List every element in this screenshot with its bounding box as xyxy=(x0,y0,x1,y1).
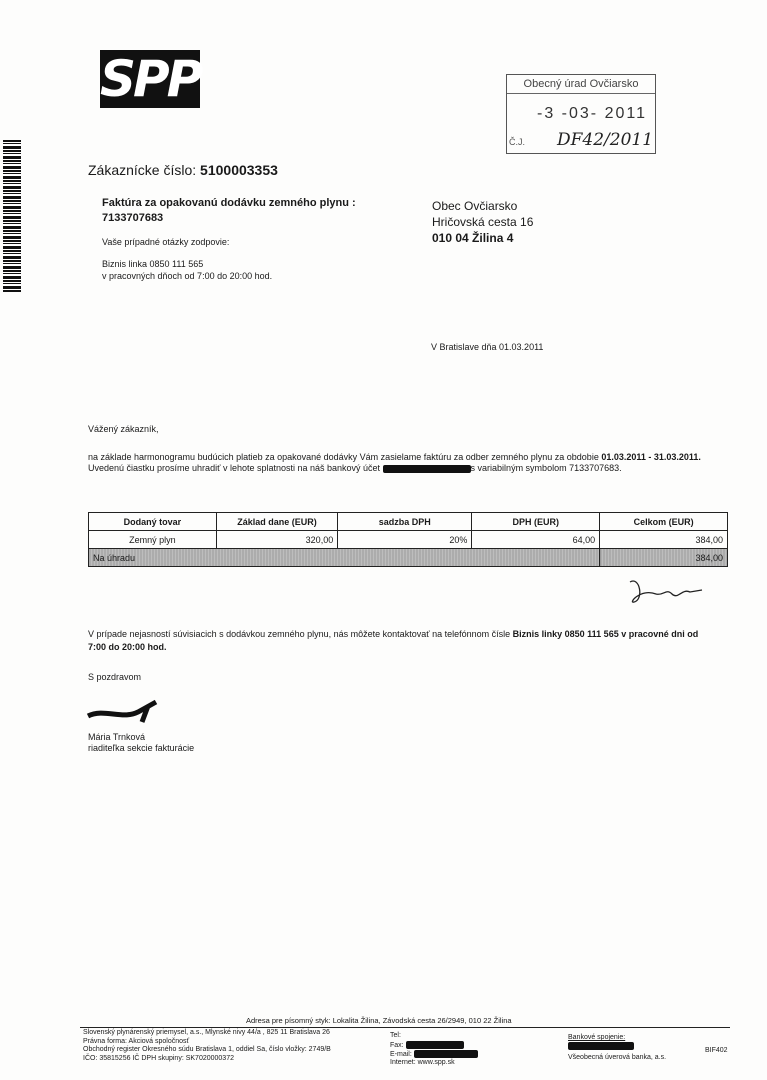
redacted-signature xyxy=(86,698,166,728)
recipient-name: Obec Ovčiarsko xyxy=(432,199,518,213)
stamp-number: DF42/2011 xyxy=(557,130,654,150)
business-line: Biznis linka 0850 111 565 xyxy=(102,259,204,269)
customer-number-label: Zákaznícke číslo: xyxy=(88,162,197,178)
footer-email-label: E-mail: xyxy=(390,1050,412,1058)
redacted-email xyxy=(414,1050,478,1058)
stamp-date: -3 -03- 2011 xyxy=(537,105,647,122)
total-label: Na úhradu xyxy=(89,549,600,567)
customer-number xyxy=(88,162,278,178)
footer-email xyxy=(390,1050,478,1059)
paragraph-2-text-c: v pracovné dni xyxy=(618,629,688,639)
regards: S pozdravom xyxy=(88,672,142,682)
stamp-c-label: Č.J. xyxy=(509,137,526,147)
invoice-table xyxy=(88,512,728,567)
table-cell: 64,00 xyxy=(472,531,600,549)
footer-internet: Internet: www.spp.sk xyxy=(390,1059,455,1067)
table-cell: 20% xyxy=(338,531,472,549)
business-hours: v pracovných dňoch od 7:00 do 20:00 hod. xyxy=(102,271,273,281)
footer-company-info xyxy=(83,1029,331,1063)
footer-fax-label: Fax: xyxy=(390,1041,404,1049)
footer-code: BIF402 xyxy=(705,1047,728,1054)
signer-name: Mária Trnková xyxy=(88,732,146,742)
footer-tel xyxy=(390,1032,478,1041)
signer-role: riaditeľka sekcie fakturácie xyxy=(88,743,195,753)
footer-fax xyxy=(390,1041,478,1050)
table-cell: 384,00 xyxy=(600,531,728,549)
barcode xyxy=(3,140,21,292)
footer-bank xyxy=(568,1033,666,1062)
table-header: Celkom (EUR) xyxy=(600,513,728,531)
total-value: 384,00 xyxy=(600,549,728,567)
paragraph-1-text-b: Uvedenú čiastku prosíme uhradiť v lehote splatnosti na náš bankový účet xyxy=(88,463,383,473)
paragraph-2-text-a: V prípade nejasností súvisiacich s dodávkou zemného plynu, nás môžete kontaktovať na telefónnom čísle xyxy=(88,629,513,639)
footer-legal: Právna forma: Akciová spoločnosť xyxy=(83,1037,190,1045)
redacted-fax xyxy=(406,1041,464,1049)
paragraph-1-text-c: s variabilným symbolom 7133707683. xyxy=(470,463,622,473)
footer-bank-label: Bankové spojenie: xyxy=(568,1034,626,1041)
spp-logo: SPP xyxy=(100,50,201,108)
invoice-block xyxy=(102,196,402,282)
paragraph-1-text-a: na základe harmonogramu budúcich platieb za opakované dodávky Vám zasielame faktúru za odber zemného plynu za obdobie xyxy=(88,452,602,462)
recipient-city: 010 04 Žilina 4 xyxy=(432,231,514,245)
customer-number-value: 5100003353 xyxy=(200,162,278,178)
invoice-title: Faktúra za opakovanú dodávku zemného plynu : 7133707683 xyxy=(102,197,356,224)
footer-contacts xyxy=(390,1032,478,1068)
footer-divider xyxy=(80,1027,730,1028)
redacted-account xyxy=(383,465,471,473)
questions-text: Vaše prípadné otázky zodpovie: xyxy=(102,237,230,247)
date-line: V Bratislave dňa 01.03.2011 xyxy=(431,342,544,352)
table-cell: Zemný plyn xyxy=(89,531,217,549)
handwritten-signature xyxy=(620,574,710,608)
table-cell: 320,00 xyxy=(216,531,337,549)
paragraph-1 xyxy=(88,452,738,474)
greeting: Vážený zákazník, xyxy=(88,424,159,434)
recipient-address xyxy=(432,198,533,246)
registry-stamp xyxy=(506,74,656,154)
paragraph-2 xyxy=(88,628,708,654)
table-row xyxy=(89,531,728,549)
table-header: Dodaný tovar xyxy=(89,513,217,531)
footer-company: Slovenský plynárenský priemysel, a.s., Mlynské nivy 44/a , 825 11 Bratislava 26 xyxy=(83,1029,330,1036)
billing-period: 01.03.2011 - 31.03.2011. xyxy=(601,452,701,462)
table-total-row xyxy=(89,549,728,567)
recipient-street: Hričovská cesta 16 xyxy=(432,215,534,229)
redacted-bank-account xyxy=(568,1042,634,1050)
footer-bank-name: Všeobecná úverová banka, a.s. xyxy=(568,1054,667,1061)
table-header-row xyxy=(89,513,728,531)
table-header: sadzba DPH xyxy=(338,513,472,531)
footer-tel-label: Tel: xyxy=(390,1032,401,1039)
paragraph-2-business-line: Biznis linky 0850 111 565 xyxy=(512,629,619,639)
footer-ico: IČO: 35815256 IČ DPH skupiny: SK7020000372 xyxy=(83,1054,234,1062)
stamp-title: Obecný úrad Ovčiarsko xyxy=(507,75,655,94)
footer-register: Obchodný register Okresného súdu Bratislava 1, oddiel Sa, číslo vložky: 2749/B xyxy=(83,1046,331,1053)
table-header: Základ dane (EUR) xyxy=(216,513,337,531)
signer-block xyxy=(88,732,194,754)
paragraph-2-hours: od 7:00 do 20:00 hod. xyxy=(88,629,699,652)
footer-address: Adresa pre písomný styk: Lokalita Žilina, Závodská cesta 26/2949, 010 22 Žilina xyxy=(246,1016,512,1025)
table-header: DPH (EUR) xyxy=(472,513,600,531)
